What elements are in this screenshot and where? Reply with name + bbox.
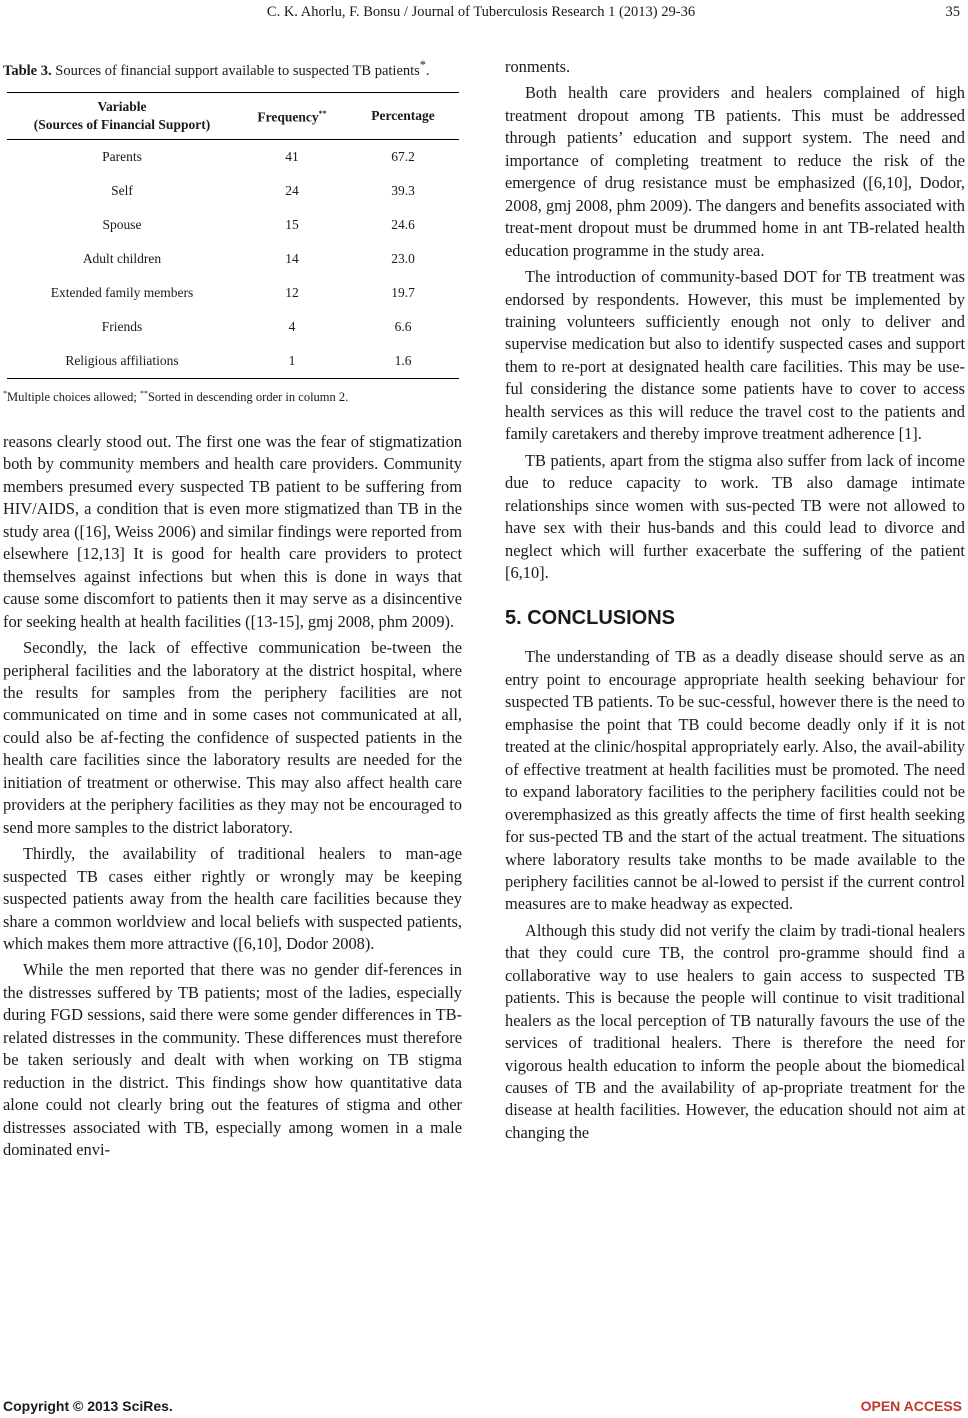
cell-frequency: 1 [237,344,347,379]
body-paragraph: While the men reported that there was no gender dif-ferences in the distresses suffered by TB patients; most of the ladies, especially during FGD sessions, said there were some gender differences in TB-related distresses in the community. These differences must therefore be taken seriously and dealt with when working on TB stigma reduction in the district. This findings show how quantitative data alone could not clearly bring out the features of stigma and other distresses associated with TB, especially among women in a male dominated envi- [3,960,462,1160]
right-column [505,56,965,1144]
table-row [7,344,459,379]
section-heading: 5. CONCLUSIONS [505,607,676,630]
cell-frequency: 4 [288,318,296,334]
body-paragraph: Thirdly, the availability of traditional healers to man-age suspected TB cases either rightly or wrongly may be keeping suspected patients away from the health care facilities because they share a common worldview and local beliefs with suspected patients, which makes them more attractive ([6,10], Dodor 2008). [3,844,462,953]
cell-frequency: 15 [285,216,299,232]
table-row [7,310,459,344]
header-frequency-label: Frequency [257,109,319,125]
cell-percentage: 67.2 [391,148,415,164]
open-access-label: OPEN ACCESS [860,1398,962,1414]
cell-variable: Friends [101,318,143,334]
header-percentage: Percentage [347,92,459,139]
financial-support-table [7,92,459,379]
cell-variable: Parents [102,148,142,164]
table-caption-text: Sources of financial support available to suspected TB patients [51,62,420,79]
table-caption-label: Table 3. [3,62,52,79]
copyright-notice: Copyright © 2013 SciRes. [3,1398,173,1414]
body-paragraph: reasons clearly stood out. The first one was the fear of stigmatization both by community members and health care providers. Community members presumed every suspected TB patient to be suffering from HIV/AIDS, a condition that is even more stigmatized than TB in the study area ([16], Weiss 2006) and similar findings were reported from elsewhere [12,13] It is good for health care providers to protect themselves against infections but when this is done in ways that cause some discomfort to patients then it may serve as a disincentive for seeking health at health facilities ([13-15], gmj 2008, phm 2009). [3,431,462,631]
cell-variable: Adult children [82,250,162,266]
cell-frequency: 12 [285,284,299,300]
body-paragraph: Both health care providers and healers complained of high treatment dropout among TB patients. This must be addressed through patients’ education and support system. The need and importance of completing treatment to reduce the risk of the emergence of drug resistance must be emphasized ([6,10], Dodor, 2008, gmj 2008, phm 2009). The dangers and benefits associated with treat-ment dropout must be drummed home in ant TB-related health education programme in the study area. [505,83,965,260]
table-row [7,208,459,242]
body-paragraph: Secondly, the lack of effective communication be-tween the peripheral facilities and the laboratory at the district hospital, where the results for samples from the periphery facilities are not communicated on time and in some cases not communicated at all, could also be af-fecting the confidence of suspected patients in the health care facilities since the laboratory results are needed for the initiation of treatment or otherwise. This may also affect health care providers at the periphery facilities as they may not be encouraged to send more samples to the district laboratory. [3,638,462,837]
table-footnote [3,386,462,405]
cell-variable: Spouse [102,216,142,232]
cell-frequency: 14 [285,250,299,266]
cell-percentage: 24.6 [391,216,415,232]
cell-variable: Religious affiliations [7,344,237,379]
header-frequency [237,92,347,139]
cell-frequency: 24 [285,182,299,198]
table-row [7,276,459,310]
table-header-row [7,92,459,139]
running-title: C. K. Ahorlu, F. Bonsu / Journal of Tuberculosis Research 1 (2013) 29-36 [266,4,696,20]
body-paragraph: TB patients, apart from the stigma also suffer from lack of income due to reduce capacity to work. TB also damage intimate relationships since women with sus-pected TB were not allowed to have sex with their hus-bands and this could lead to divorce and neglect which will further exacerbate the suffering of the patient [6,10]. [505,450,965,582]
table-caption-mark: * [419,58,426,72]
header-variable [7,92,237,139]
page-number: 35 [945,4,960,20]
cell-percentage: 1.6 [347,344,459,379]
cell-percentage: 6.6 [394,318,412,334]
table-row [7,139,459,174]
footnote-mark-2: ** [139,388,148,398]
cell-frequency: 41 [285,148,299,164]
header-variable-line2: (Sources of Financial Support) [33,116,211,132]
table-row [7,242,459,276]
footnote-text-1: Multiple choices allowed; [7,389,140,404]
body-paragraph: The introduction of community-based DOT for TB treatment was endorsed by respondents. However, this must be implemented by training volunteers sufficiently enough not only to deliver and supervise medication but also to identify suspected cases and support them to re-port at designated health care facilities. This may be use-ful considering the distance some patients have to cover to access health services as this will reduce the travel cost to the patients and family caretakers and thereby improve treatment adherence [1]. [505,267,965,444]
cell-variable: Self [111,182,133,198]
body-paragraph: Although this study did not verify the claim by tradi-tional healers that they could cure TB, the control pro-gramme should find a collaborative way to use healers to gain access to suspected TB patients. This is because the people will continue to visit traditional healers as the local perception of TB naturally favours the use of the services of traditional healers. There is therefore the need for vigorous health education to inform the people about the biomedical causes of TB and the availability of ap-propriate treatment for the disease at health facilities. However, the education should not aim at changing the [505,920,965,1142]
body-paragraph: ronments. [505,57,571,76]
cell-percentage: 19.7 [391,284,415,300]
cell-variable: Extended family members [50,284,194,300]
footnote-text-2: Sorted in descending order in column 2. [147,389,349,404]
table-row [7,174,459,208]
header-frequency-mark: ** [318,109,327,119]
cell-percentage: 23.0 [391,250,415,266]
left-column [3,56,462,1161]
footnote-mark-1: * [3,388,7,398]
cell-percentage: 39.3 [391,182,415,198]
table-caption [3,56,462,80]
body-paragraph: The understanding of TB as a deadly disease should serve as an entry point to encourage appropriate health seeking behaviour for suspected TB patients. To be suc-cessful, however there is the need to emphasise the point that TB could become deadly only if it is not treated at the clinic/hospital appropriately early. Also, the avail-ability of effective treatment at health facilities must be promoted. The need to expand laboratory facilities to the periphery facilities could not be overemphasized as this greatly affects the time of first health seeking for sus-pected TB and the start of the actual treatment. The situations where laboratory results take months to be made available to the periphery facilities cannot be al-lowed to persist if the current control measures are to make headway as expected. [505,647,965,914]
header-variable-line1: Variable [97,98,147,114]
table-caption-end: . [425,62,430,79]
